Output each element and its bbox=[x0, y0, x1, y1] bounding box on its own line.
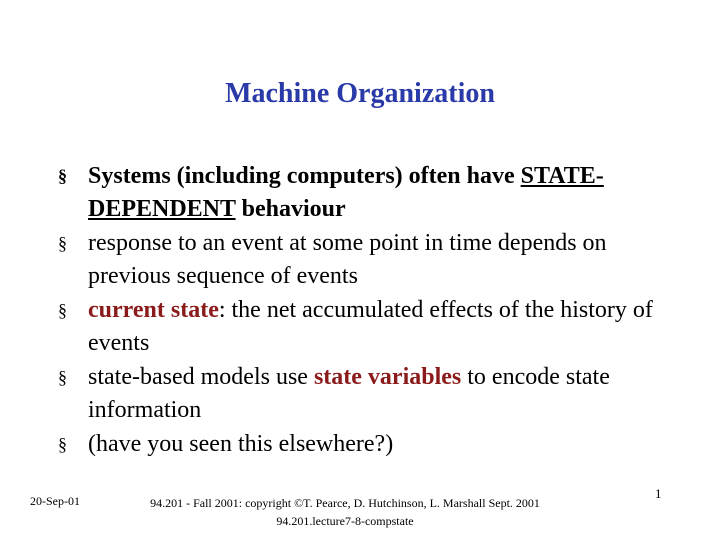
bullet-text: to encode state information bbox=[88, 364, 610, 423]
footer-copyright-line: 94.201 - Fall 2001: copyright ©T. Pearce, D. Hutchinson, L. Marshall Sept. 2001 bbox=[150, 496, 540, 510]
bullet-marker-icon: § bbox=[58, 233, 67, 253]
bullet-item bbox=[58, 160, 678, 226]
page-number: 1 bbox=[655, 486, 662, 501]
bullet-text: state-based models use bbox=[88, 364, 314, 390]
bullet-item bbox=[58, 294, 678, 360]
bullet-text: : the net accumulated effects of the history of events bbox=[88, 297, 653, 356]
bullet-marker-icon: § bbox=[58, 166, 67, 186]
footer-date: 20-Sep-01 bbox=[30, 494, 80, 508]
bullet-marker-icon: § bbox=[58, 434, 67, 454]
bullet-marker-icon: § bbox=[58, 367, 67, 387]
footer-copyright bbox=[100, 494, 590, 530]
bullet-item bbox=[58, 428, 678, 461]
bullet-item bbox=[58, 227, 678, 293]
bullet-emphasis: STATE-DEPENDENT bbox=[88, 163, 604, 222]
footer-lecture-id: 94.201.lecture7-8-compstate bbox=[276, 514, 414, 528]
bullet-text: response to an event at some point in time depends on previous sequence of events bbox=[88, 230, 607, 289]
bullet-item bbox=[58, 361, 678, 427]
slide-title bbox=[0, 78, 720, 110]
bullet-text: Systems (including computers) often have bbox=[88, 163, 521, 189]
slide-title-text: Machine Organization bbox=[225, 78, 495, 109]
bullet-list bbox=[58, 160, 678, 462]
bullet-emphasis: current state bbox=[88, 297, 219, 323]
bullet-emphasis: state variables bbox=[313, 364, 462, 390]
bullet-marker-icon: § bbox=[58, 300, 67, 320]
bullet-text: (have you seen this elsewhere?) bbox=[88, 431, 394, 457]
bullet-text: behaviour bbox=[235, 196, 346, 222]
